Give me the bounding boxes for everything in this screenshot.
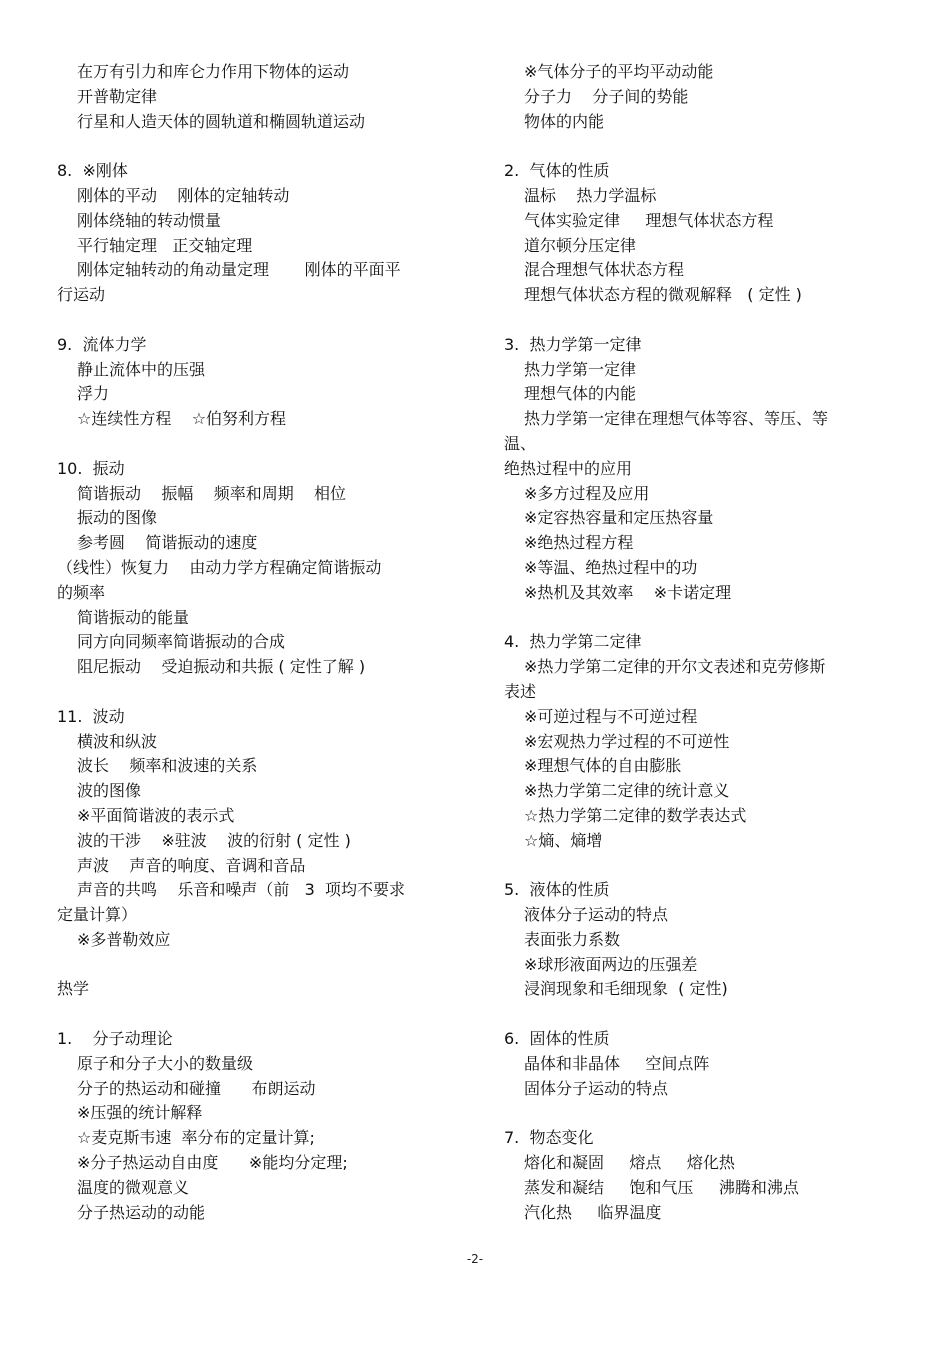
text-line: 同方向同频率简谐振动的合成 <box>77 632 286 652</box>
blank-line <box>57 1002 447 1027</box>
blank-line <box>504 854 874 879</box>
text-line: 4. 热力学第二定律 <box>504 632 642 652</box>
text-line: ※绝热过程方程 <box>524 533 634 553</box>
blank-line <box>57 680 447 705</box>
text-line: ☆连续性方程 ☆伯努利方程 <box>77 409 287 429</box>
text-line: 温标 热力学温标 <box>524 185 657 205</box>
text-line: 表述 <box>504 681 537 701</box>
text-line: ※平面简谐波的表示式 <box>77 805 235 825</box>
text-line: （线性）恢复力 由动力学方程确定简谐振动 <box>57 557 382 577</box>
text-line: 6. 固体的性质 <box>504 1029 610 1049</box>
text-line: 简谐振动 振幅 频率和周期 相位 <box>77 483 347 503</box>
text-line: 气体实验定律 理想气体状态方程 <box>524 210 774 230</box>
text-line: 道尔顿分压定律 <box>524 235 637 255</box>
text-line: ※球形液面两边的压强差 <box>524 954 698 974</box>
text-line: 晶体和非晶体 空间点阵 <box>524 1053 710 1073</box>
blank-line <box>57 953 447 978</box>
text-line: 简谐振动的能量 <box>77 607 190 627</box>
text-line: 平行轴定理 正交轴定理 <box>77 235 253 255</box>
text-line: 热力学第一定律在理想气体等容、等压、等 <box>524 409 829 429</box>
text-line: 定量计算） <box>57 905 138 925</box>
text-line: ※定容热容量和定压热容量 <box>524 508 714 528</box>
text-line: 声音的共鸣 乐音和噪声（前 3 项均不要求 <box>77 880 405 900</box>
text-line: ※多方过程及应用 <box>524 483 650 503</box>
text-line: 2. 气体的性质 <box>504 161 610 181</box>
text-line: 浸润现象和毛细现象 ( 定性) <box>524 979 728 999</box>
text-line: 蒸发和凝结 饱和气压 沸腾和沸点 <box>524 1177 799 1197</box>
text-line: 8. ※刚体 <box>57 161 128 181</box>
left-column <box>57 60 447 1225</box>
text-line: 温、 <box>504 433 537 453</box>
text-line: 7. 物态变化 <box>504 1128 594 1148</box>
text-line: ☆麦克斯韦速 率分布的定量计算; <box>77 1128 315 1148</box>
text-line: 波的干涉 ※驻波 波的衍射 ( 定性 ) <box>77 830 351 850</box>
blank-line <box>57 308 447 333</box>
text-line: ※宏观热力学过程的不可逆性 <box>524 731 730 751</box>
text-line: 行运动 <box>57 285 106 305</box>
text-line: 1. 分子动理论 <box>57 1029 173 1049</box>
text-line: 分子的热运动和碰撞 布朗运动 <box>77 1078 316 1098</box>
text-line: 原子和分子大小的数量级 <box>77 1053 254 1073</box>
text-line: 理想气体状态方程的微观解释 ( 定性 ) <box>524 285 802 305</box>
text-line: ※热力学第二定律的开尔文表述和克劳修斯 <box>524 657 826 677</box>
text-line: 5. 液体的性质 <box>504 880 610 900</box>
text-line: 横波和纵波 <box>77 731 158 751</box>
text-line: ※可逆过程与不可逆过程 <box>524 706 698 726</box>
text-line: ☆热力学第二定律的数学表达式 <box>524 805 747 825</box>
text-line: 刚体定轴转动的角动量定理 刚体的平面平 <box>77 260 401 280</box>
text-line: ※热力学第二定律的统计意义 <box>524 781 730 801</box>
blank-line <box>57 432 447 457</box>
right-column <box>504 60 874 1225</box>
text-line: 固体分子运动的特点 <box>524 1078 669 1098</box>
text-line: ※压强的统计解释 <box>77 1103 203 1123</box>
text-line: ※分子热运动自由度 ※能均分定理; <box>77 1153 348 1173</box>
page-number: -2- <box>466 1252 484 1266</box>
text-line: 3. 热力学第一定律 <box>504 334 642 354</box>
text-line: 11. 波动 <box>57 706 125 726</box>
text-line: 静止流体中的压强 <box>77 359 206 379</box>
blank-line <box>504 308 874 333</box>
text-line: ※理想气体的自由膨胀 <box>524 756 682 776</box>
text-line: ☆熵、熵增 <box>524 830 603 850</box>
blank-line <box>504 134 874 159</box>
text-line: 熔化和凝固 熔点 熔化热 <box>524 1153 735 1173</box>
text-line: 在万有引力和库仑力作用下物体的运动 <box>77 62 350 81</box>
text-line: 声波 声音的响度、音调和音品 <box>77 855 306 875</box>
blank-line <box>504 1101 874 1126</box>
text-line: 表面张力系数 <box>524 929 621 949</box>
text-line: 刚体的平动 刚体的定轴转动 <box>77 185 290 205</box>
text-line: 分子力 分子间的势能 <box>524 86 689 106</box>
blank-line <box>57 134 447 159</box>
text-line: 参考圆 简谐振动的速度 <box>77 533 258 553</box>
text-line: 热学 <box>57 979 90 999</box>
text-line: 波的图像 <box>77 781 142 801</box>
text-line: 绝热过程中的应用 <box>504 458 633 478</box>
text-line: ※气体分子的平均平动动能 <box>524 62 714 81</box>
text-line: 行星和人造天体的圆轨道和椭圆轨道运动 <box>77 111 366 131</box>
text-line: ※热机及其效率 ※卡诺定理 <box>524 582 732 602</box>
text-line: 混合理想气体状态方程 <box>524 260 685 280</box>
text-line: 温度的微观意义 <box>77 1177 190 1197</box>
text-line: 开普勒定律 <box>77 86 158 106</box>
text-line: 9. 流体力学 <box>57 334 147 354</box>
text-line: ※多普勒效应 <box>77 929 171 949</box>
text-line: 汽化热 临界温度 <box>524 1202 662 1222</box>
text-line: 物体的内能 <box>524 111 605 131</box>
text-line: 浮力 <box>77 384 110 404</box>
text-line: 波长 频率和波速的关系 <box>77 756 258 776</box>
text-line: ※等温、绝热过程中的功 <box>524 557 698 577</box>
blank-line <box>504 1002 874 1027</box>
text-line: 阻尼振动 受迫振动和共振 ( 定性了解 ) <box>77 657 366 677</box>
text-line: 10. 振动 <box>57 458 125 478</box>
text-line: 的频率 <box>57 582 106 602</box>
blank-line <box>504 606 874 631</box>
text-line: 热力学第一定律 <box>524 359 637 379</box>
text-line: 分子热运动的动能 <box>77 1202 206 1222</box>
text-line: 液体分子运动的特点 <box>524 905 669 925</box>
text-line: 理想气体的内能 <box>524 384 637 404</box>
text-line: 振动的图像 <box>77 508 158 528</box>
text-line: 刚体绕轴的转动惯量 <box>77 210 222 230</box>
